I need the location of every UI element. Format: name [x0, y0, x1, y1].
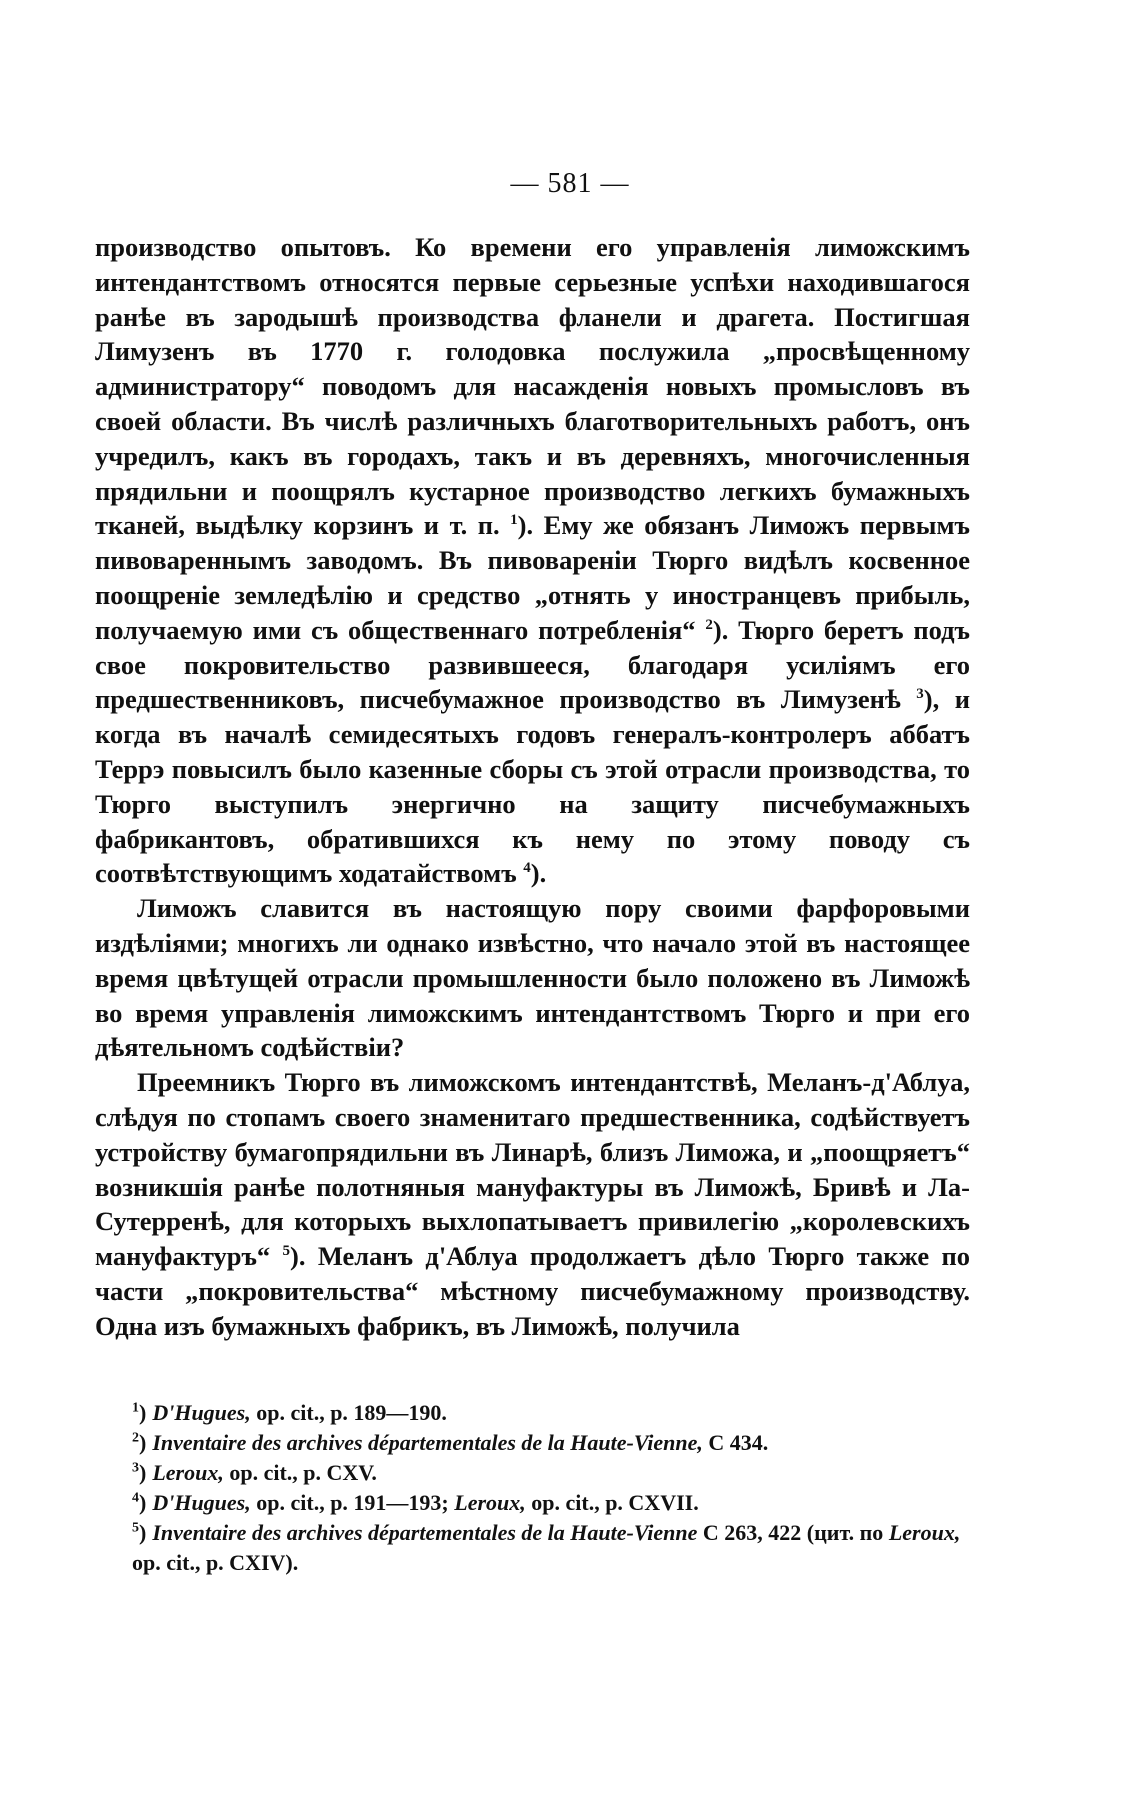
footnote-mark-paren: ): [139, 1400, 147, 1425]
footnote-mark: 1: [132, 1400, 139, 1416]
italic-text: Leroux,: [888, 1520, 961, 1545]
footnote-mark-paren: ): [139, 1430, 147, 1455]
text-run: производство опытовъ. Ко времени его управленія лиможскимъ интендантствомъ относятся первые серьезные успѣхи находившагося ранѣе въ зародышѣ производства фланели и драгета. Постигшая Лимузенъ въ 1770 г. голодовка послужила „просвѣщенному администратору“ поводомъ для насажденія новыхъ промысловъ въ своей области. Въ числѣ различныхъ благотворительныхъ работъ, онъ учредилъ, какъ въ городахъ, такъ и въ деревняхъ, многочисленныя прядильни и поощрялъ кустарное производство легкихъ бумажныхъ тканей, выдѣлку корзинъ и т. п.: [95, 232, 970, 541]
footnote: [132, 1428, 972, 1458]
text-run: op. cit., p. CXVII.: [525, 1490, 699, 1515]
footnote-reference: 1: [510, 512, 518, 529]
text-run: op. cit., p. 191—193;: [250, 1490, 455, 1515]
footnote-mark: 2: [132, 1430, 139, 1446]
footnote: [132, 1518, 972, 1578]
footnote-reference: 4: [523, 860, 531, 877]
footnote-mark-paren: ): [139, 1520, 147, 1545]
paragraph: [95, 891, 970, 1065]
footnote-mark: 4: [132, 1490, 139, 1506]
footnote-mark: 5: [132, 1520, 139, 1536]
paragraph: [95, 230, 970, 891]
footnote-mark-paren: ): [139, 1490, 147, 1515]
footnote-mark-paren: ): [139, 1460, 147, 1485]
footnotes: [132, 1398, 972, 1578]
italic-text: Inventaire des archives départementales de la Haute-Vienne,: [152, 1430, 703, 1455]
text-run: ).: [530, 858, 547, 889]
page-number: — 581 —: [510, 168, 630, 199]
text-run: ). Ему же обязанъ Лиможъ первымъ пивовареннымъ заводомъ. Въ пивовареніи Тюрго видѣлъ косвенное поощреніе земледѣлію и средство „отнять у иностранцевъ прибыль, получаемую ими съ общественнаго потребленія“: [95, 510, 970, 645]
text-run: op. cit., p. CXIV).: [132, 1550, 299, 1575]
italic-text: Leroux,: [454, 1490, 526, 1515]
italic-text: Leroux,: [152, 1460, 224, 1485]
text-run: C 263, 422 (цит. по: [697, 1520, 889, 1545]
text-run: ). Меланъ д'Аблуа продолжаетъ дѣло Тюрго также по части „покровительства“ мѣстному писчебумажному производству. Одна изъ бумажныхъ фабрикъ, въ Лиможѣ, получила: [95, 1241, 971, 1341]
footnote: [132, 1458, 972, 1488]
footnote-reference: 2: [705, 616, 713, 633]
text-run: op. cit., p. 189—190.: [250, 1400, 447, 1425]
italic-text: D'Hugues,: [152, 1490, 251, 1515]
body-text: [95, 230, 970, 1344]
text-run: Преемникъ Тюрго въ лиможскомъ интендантствѣ, Меланъ-д'Аблуа, слѣдуя по стопамъ своего знаменитаго предшественника, содѣйствуетъ устройству бумагопрядильни въ Линарѣ, близъ Лиможа, и „поощряетъ“ возникшія ранѣе полотняныя мануфактуры въ Лиможѣ, Бривѣ и Ла-Сутерренѣ, для которыхъ выхлопатываетъ привилегію „королевскихъ мануфактуръ“: [95, 1067, 970, 1272]
text-run: ). Тюрго беретъ подъ свое покровительство развившееся, благодаря усиліямъ его предшественниковъ, писчебумажное производство въ Лимузенѣ: [95, 614, 970, 715]
footnote-mark: 3: [132, 1460, 139, 1476]
italic-text: D'Hugues,: [152, 1400, 251, 1425]
text-run: C 434.: [702, 1430, 769, 1455]
text-run: Лиможъ славится въ настоящую пору своими фарфоровыми издѣліями; многихъ ли однако извѣстно, что начало этой въ настоящее время цвѣтущей отрасли промышленности было положено въ Лиможѣ во время управленія лиможскимъ интендантствомъ Тюрго и при его дѣятельномъ содѣйствіи?: [95, 893, 970, 1063]
footnote: [132, 1488, 972, 1518]
text-run: op. cit., p. CXV.: [223, 1460, 377, 1485]
paragraph: [95, 1065, 970, 1343]
footnote: [132, 1398, 972, 1428]
footnote-reference: 5: [282, 1243, 291, 1260]
footnote-reference: 3: [916, 686, 924, 703]
text-run: ), и когда въ началѣ семидесятыхъ годовъ генералъ-контролеръ аббатъ Террэ повысилъ было казенные сборы съ этой отрасли производства, то Тюрго выступилъ энергично на защиту писчебумажныхъ фабрикантовъ, обратившихся къ нему по этому поводу съ соотвѣтствующимъ ходатайствомъ: [95, 684, 971, 889]
italic-text: Inventaire des archives départementales de la Haute-Vienne: [152, 1520, 698, 1545]
